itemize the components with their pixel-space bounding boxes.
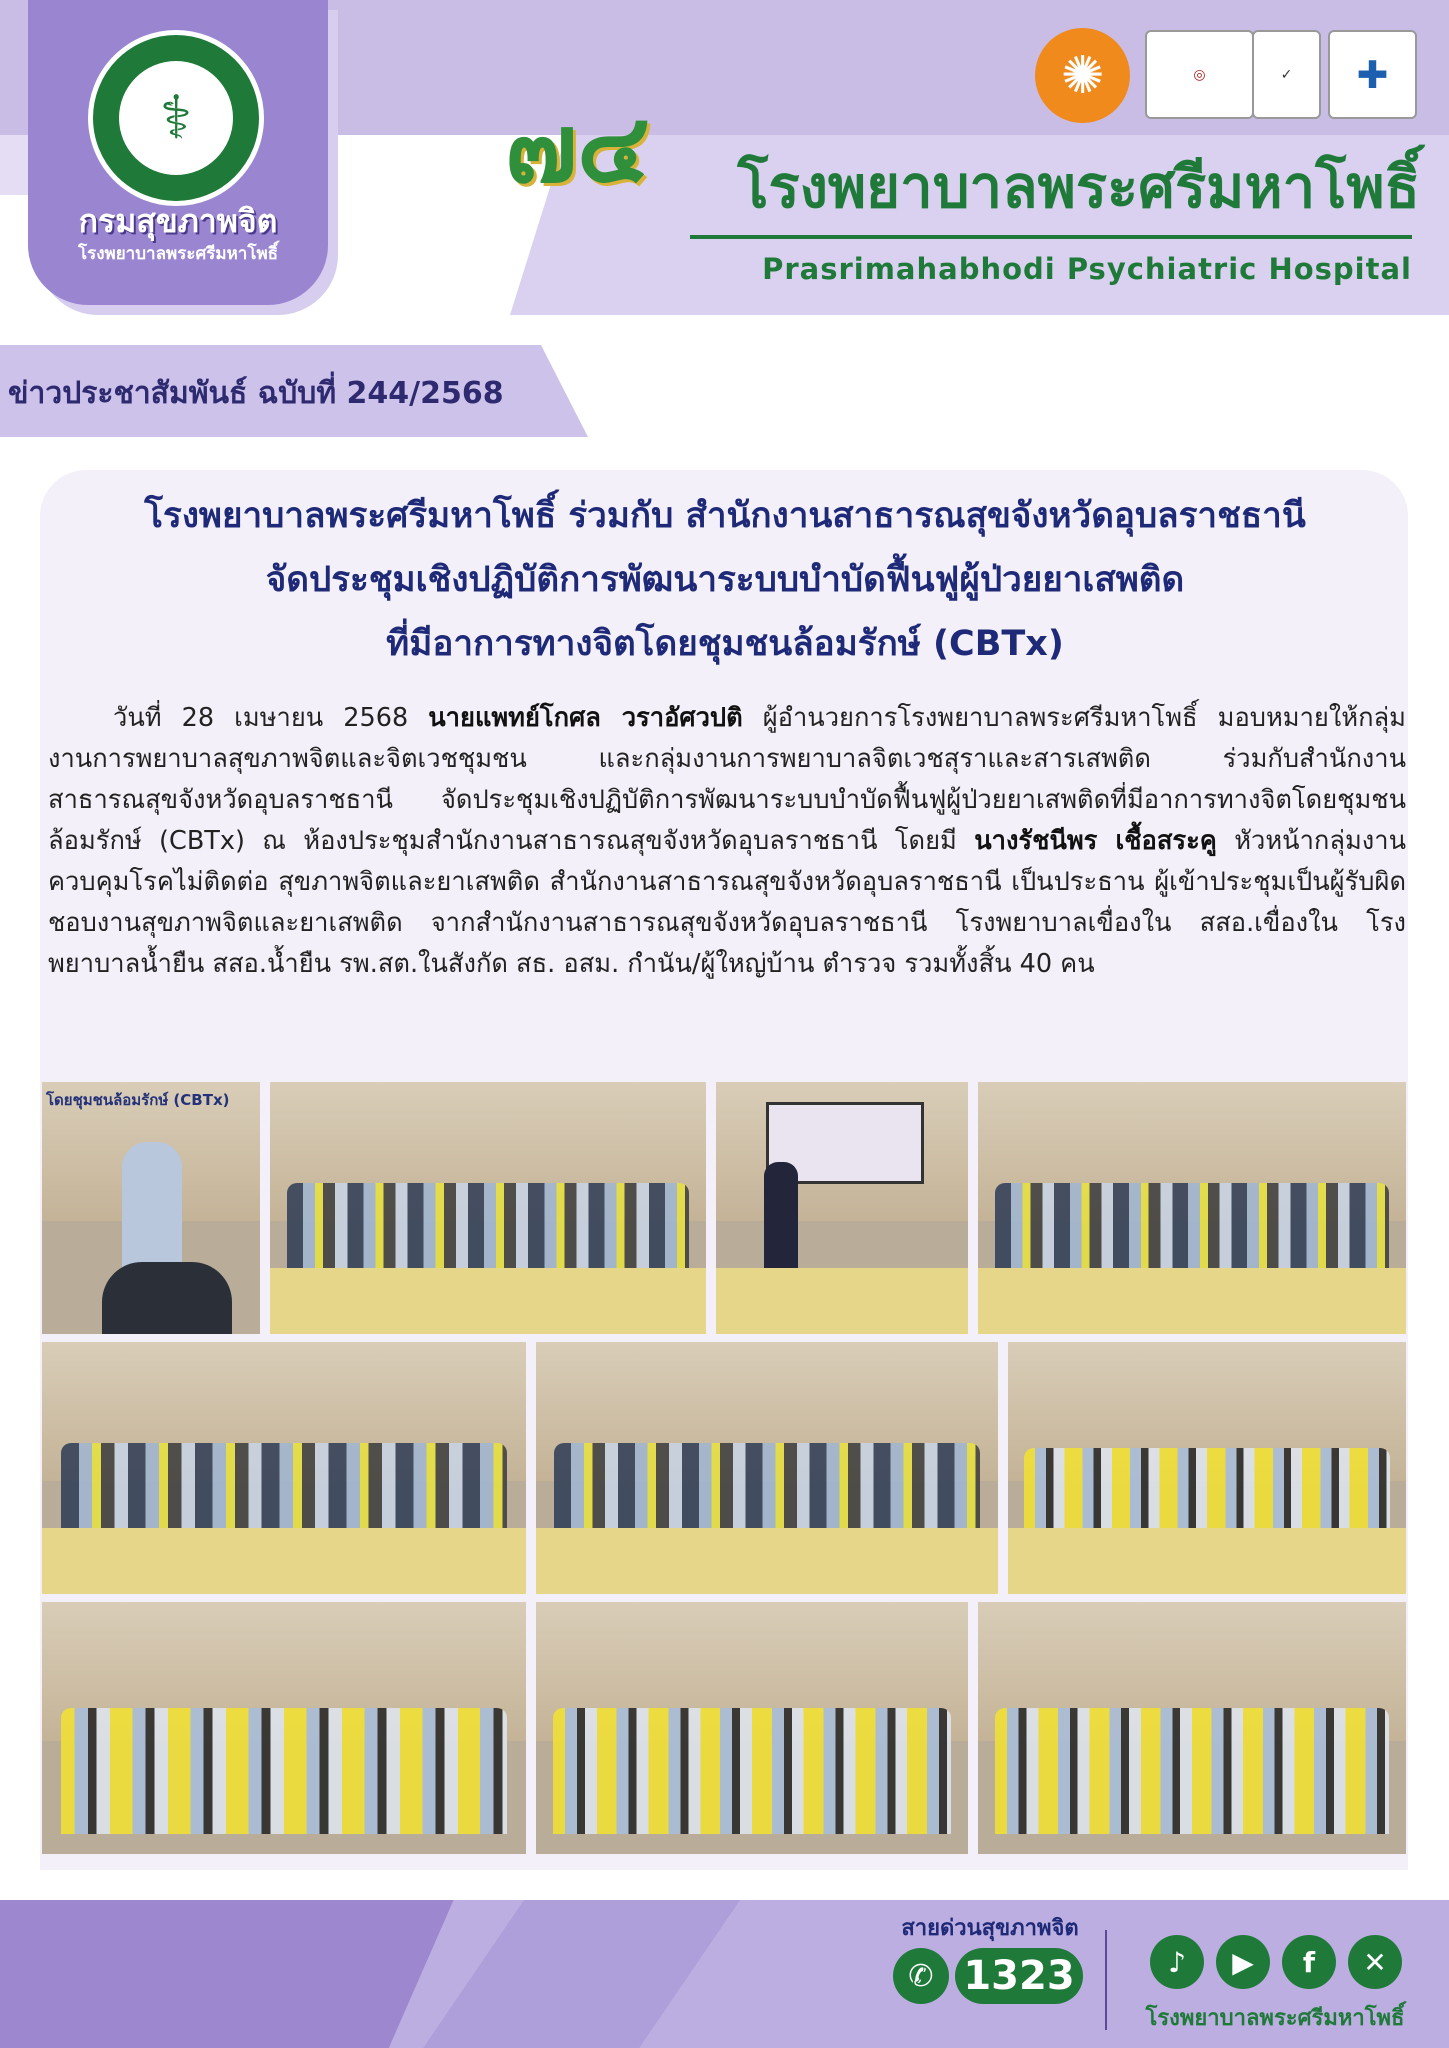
- sun-emblem-icon: ✺: [1035, 28, 1130, 123]
- hospital-name-en: Prasrimahabhodi Psychiatric Hospital: [762, 252, 1412, 286]
- tiktok-icon[interactable]: ♪: [1150, 1935, 1204, 1989]
- article-body: [48, 698, 1406, 985]
- anniversary-emblem: ๗๔: [505, 91, 650, 204]
- chair-name: นางรัชนีพร เชื้อสระคู: [974, 826, 1217, 856]
- event-photo: [42, 1342, 526, 1594]
- event-photo: [536, 1342, 998, 1594]
- article-title-line: จัดประชุมเชิงปฏิบัติการพัฒนาระบบบำบัดฟื้นฟูผู้ป่วยยาเสพติด: [265, 560, 1185, 600]
- hotline-number[interactable]: 1323: [955, 1948, 1083, 2004]
- release-number: ข่าวประชาสัมพันธ์ ฉบับที่ 244/2568: [8, 376, 504, 411]
- hospital-accreditation-icon: ✚: [1328, 30, 1417, 119]
- photo-screen-caption: โดยชุมชนล้อมรักษ์ (CBTx): [46, 1091, 230, 1109]
- urs-certification-icon: ◎: [1145, 30, 1254, 119]
- event-photo: [978, 1082, 1406, 1334]
- department-name: กรมสุขภาพจิต: [78, 202, 278, 240]
- youtube-icon[interactable]: ▶: [1216, 1935, 1270, 1989]
- group-photo: [978, 1602, 1406, 1854]
- event-photo: [1008, 1342, 1406, 1594]
- event-photo: [270, 1082, 706, 1334]
- hospital-name-th: โรงพยาบาลพระศรีมหาโพธิ์: [737, 153, 1420, 221]
- article-title: [50, 484, 1400, 676]
- ukas-certification-icon: ✓: [1252, 30, 1321, 119]
- phone-icon: ✆: [893, 1948, 949, 2004]
- group-photo: [536, 1602, 968, 1854]
- footer-divider: [1105, 1930, 1107, 2030]
- event-photo: [42, 1082, 260, 1334]
- article-title-line: ที่มีอาการทางจิตโดยชุมชนล้อมรักษ์ (CBTx): [386, 624, 1064, 664]
- x-icon[interactable]: ✕: [1348, 1935, 1402, 1989]
- event-photo: [716, 1082, 968, 1334]
- hospital-name-divider: [690, 235, 1412, 239]
- body-text: วันที่ 28 เมษายน 2568: [113, 703, 429, 733]
- director-name: นายแพทย์โกศล วราอัศวปติ: [428, 703, 743, 733]
- article-title-line: โรงพยาบาลพระศรีมหาโพธิ์ ร่วมกับ สำนักงานสาธารณสุขจังหวัดอุบลราชธานี: [144, 496, 1306, 536]
- body-text: ผู้อำนวยการโรงพยาบาลพระศรีมหาโพธิ์ มอบหมายให้กลุ่มงานการพยาบาลสุขภาพจิตและจิตเวชชุมชน และกลุ่มงานการพยาบาลจิตเวชสุราและสารเสพติด ร่วมกับสำนักงานสาธารณสุขจังหวัดอุบลราชธานี จัดประชุมเชิงปฏิบัติการพัฒนาระบบบำบัดฟื้นฟูผู้ป่วยยาเสพติดที่มีอาการทางจิตโดยชุมชนล้อมรักษ์ (CBTx) ณ ห้องประชุมสำนักงานสาธารณสุขจังหวัดอุบลราชธานี โดยมี: [48, 703, 1406, 856]
- footer-hospital-name: โรงพยาบาลพระศรีมหาโพธิ์: [1145, 2006, 1405, 2031]
- facebook-icon[interactable]: f: [1282, 1935, 1336, 1989]
- hotline-label: สายด่วนสุขภาพจิต: [901, 1916, 1079, 1941]
- body-text: หัวหน้ากลุ่มงานควบคุมโรคไม่ติดต่อ สุขภาพจิตและยาเสพติด สำนักงานสาธารณสุขจังหวัดอุบลราชธานี เป็นประธาน ผู้เข้าประชุมเป็นผู้รับผิดชอบงานสุขภาพจิตและยาเสพติด จากสำนักงานสาธารณสุขจังหวัดอุบลราชธานี โรงพยาบาลเขื่องใน สสอ.เขื่องใน โรงพยาบาลน้ำยืน สสอ.น้ำยืน รพ.สต.ในสังกัด สธ. อสม. กำนัน/ผู้ใหญ่บ้าน ตำรวจ รวมทั้งสิ้น 40 คน: [48, 826, 1407, 979]
- ministry-seal-icon: ⚕: [88, 30, 264, 206]
- department-sub: โรงพยาบาลพระศรีมหาโพธิ์: [77, 244, 279, 264]
- group-photo: [42, 1602, 526, 1854]
